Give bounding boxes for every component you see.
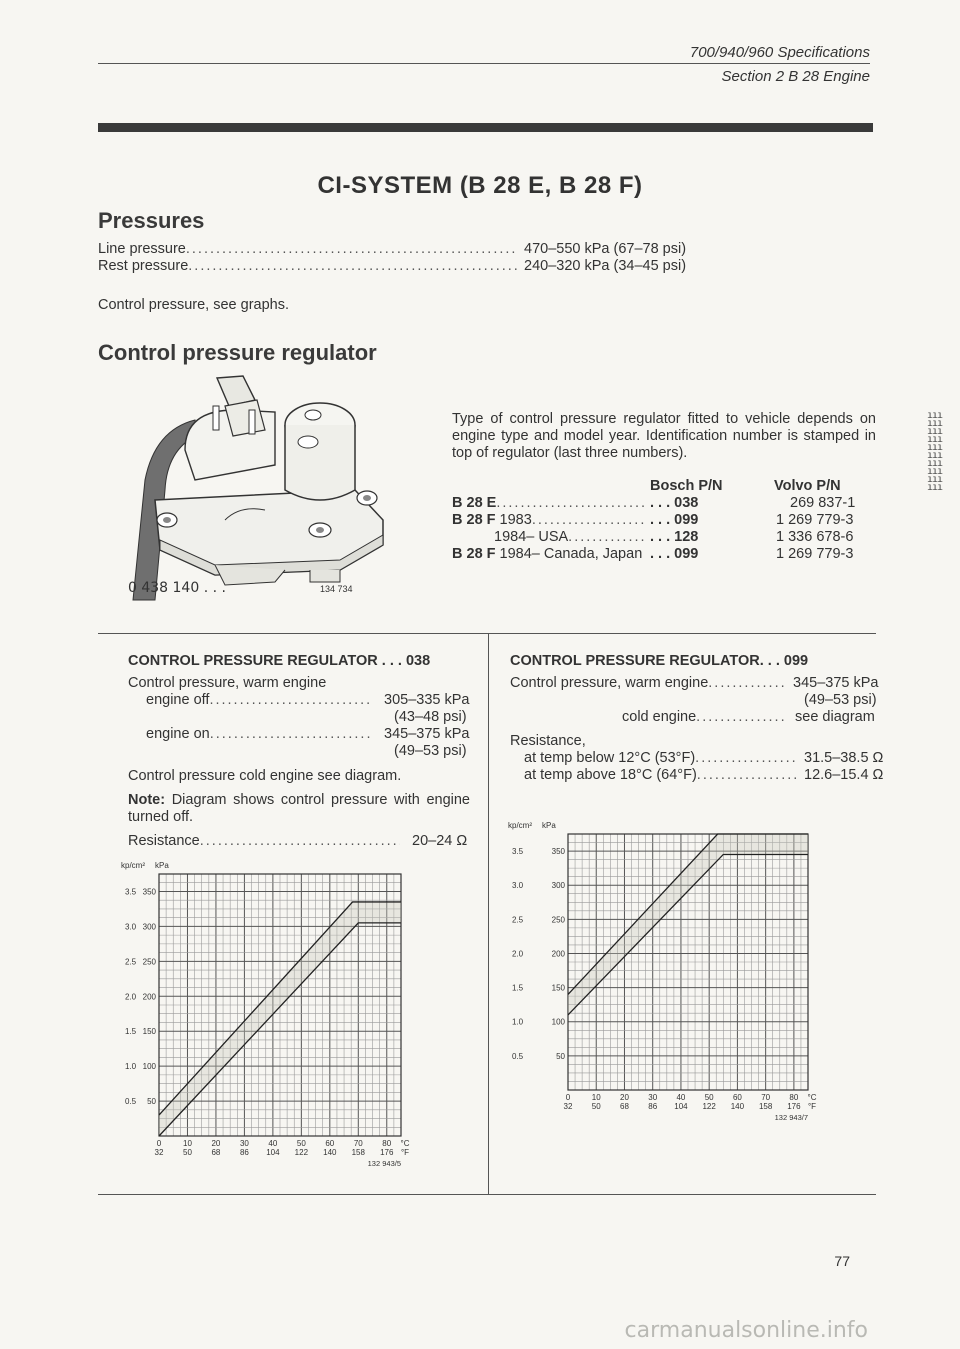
y-tick-label: 1.5 bbox=[125, 1027, 137, 1037]
table-bosch: . . . 099 bbox=[650, 546, 699, 562]
x-tick-label-f: 86 bbox=[239, 1148, 249, 1157]
watermark: carmanualsonline.info bbox=[624, 1318, 868, 1343]
right-heading: CONTROL PRESSURE REGULATOR. . . 099 bbox=[510, 653, 809, 669]
section-divider-top bbox=[98, 633, 876, 634]
header-section: Section 2 B 28 Engine bbox=[721, 68, 870, 85]
x-tick-label-f: °F bbox=[807, 1102, 817, 1111]
x-tick-label-f: 122 bbox=[702, 1102, 716, 1111]
resistance-below-value: 31.5–38.5 Ω bbox=[804, 750, 884, 766]
x-tick-label-f: 50 bbox=[591, 1102, 601, 1111]
table-engine: B 28 F bbox=[452, 512, 496, 528]
regulator-heading: Control pressure regulator bbox=[98, 340, 377, 365]
warm-value: 345–375 kPa bbox=[793, 675, 879, 691]
y-tick-label: 2.0 bbox=[125, 992, 137, 1002]
y-tick-label: 200 bbox=[551, 949, 565, 959]
x-tick-label-c: 0 bbox=[565, 1093, 571, 1102]
x-tick-label-f: 68 bbox=[211, 1148, 221, 1157]
x-tick-label-c: 20 bbox=[620, 1093, 629, 1102]
x-tick-label-f: 104 bbox=[674, 1102, 688, 1111]
header-rule bbox=[98, 63, 870, 64]
col-bosch-header: Bosch P/N bbox=[650, 478, 723, 494]
x-tick-label-f: °F bbox=[400, 1148, 410, 1157]
y-tick-label: 0.5 bbox=[125, 1097, 137, 1107]
table-detail: 1984– Canada, Japan bbox=[499, 546, 643, 562]
y-tick-label: 50 bbox=[556, 1051, 565, 1061]
y-tick-label: 2.0 bbox=[512, 949, 524, 959]
y-tick-label: 3.0 bbox=[512, 881, 524, 891]
line-pressure-label: Line pressure bbox=[98, 241, 186, 257]
engine-on-row bbox=[146, 726, 370, 742]
x-tick-label-f: 68 bbox=[620, 1102, 629, 1111]
x-tick-label-c: 10 bbox=[591, 1093, 601, 1102]
x-tick-label-f: 140 bbox=[323, 1148, 337, 1157]
x-tick-label-f: 176 bbox=[380, 1148, 394, 1157]
regulator-illustration bbox=[125, 370, 405, 610]
x-tick-label-f: 122 bbox=[294, 1148, 309, 1157]
x-tick-label-f: 158 bbox=[351, 1148, 365, 1157]
x-tick-label-f: 104 bbox=[266, 1148, 280, 1157]
x-tick-label-f: 32 bbox=[154, 1148, 164, 1157]
y-tick-label: 100 bbox=[551, 1017, 565, 1027]
section-divider-bottom bbox=[98, 1194, 876, 1195]
y-tick-label: 200 bbox=[142, 992, 156, 1002]
x-tick-label-c: 80 bbox=[382, 1139, 392, 1148]
y-axis-label-kp: kp/cm² bbox=[121, 861, 145, 870]
rest-pressure-row bbox=[98, 258, 518, 274]
y-tick-label: 50 bbox=[147, 1097, 156, 1107]
y-tick-label: 350 bbox=[142, 887, 156, 897]
y-tick-label: 250 bbox=[551, 915, 565, 925]
note-text: Diagram shows control pressure with engine turned off. bbox=[128, 792, 470, 825]
pressures-heading: Pressures bbox=[98, 208, 205, 233]
y-tick-label: 300 bbox=[551, 881, 565, 891]
regulator-description: Type of control pressure regulator fitted to vehicle depends on engine type and model year. Identification number is stamped in top of regulator (last three numbers). bbox=[452, 411, 876, 461]
table-engine: B 28 F bbox=[452, 546, 496, 562]
table-bosch: . . . 128 bbox=[650, 529, 699, 545]
resistance-label: Resistance bbox=[128, 833, 200, 849]
y-tick-label: 250 bbox=[142, 957, 156, 967]
line-pressure-value: 470–550 kPa (67–78 psi) bbox=[524, 241, 687, 257]
table-engine: B 28 E bbox=[452, 495, 497, 511]
x-tick-label-c: 50 bbox=[296, 1139, 306, 1148]
x-tick-label-c: 0 bbox=[156, 1139, 162, 1148]
table-bosch: . . . 038 bbox=[650, 495, 699, 511]
table-volvo: 269 837-1 bbox=[790, 495, 856, 511]
chart-ref: 132 943/7 bbox=[774, 1113, 808, 1122]
y-tick-label: 3.5 bbox=[512, 847, 524, 857]
x-tick-label-c: 40 bbox=[676, 1093, 686, 1102]
table-volvo: 1 269 779-3 bbox=[776, 546, 854, 562]
y-tick-label: 1.5 bbox=[512, 983, 524, 993]
table-row bbox=[494, 529, 645, 545]
resistance-row bbox=[128, 833, 400, 849]
control-pressure-note: Control pressure, see graphs. bbox=[98, 297, 290, 313]
resistance-heading: Resistance, bbox=[510, 733, 586, 749]
page-number: 77 bbox=[834, 1253, 850, 1269]
y-tick-label: 0.5 bbox=[512, 1051, 524, 1061]
x-tick-label-c: 80 bbox=[789, 1093, 799, 1102]
x-tick-label-f: 140 bbox=[730, 1102, 745, 1111]
x-tick-label-c: 10 bbox=[183, 1139, 192, 1148]
cold-value: see diagram bbox=[795, 709, 875, 725]
warm-row bbox=[510, 675, 786, 691]
y-tick-label: 150 bbox=[551, 983, 565, 993]
note-label: Note: bbox=[128, 792, 166, 808]
engine-off-row bbox=[146, 692, 370, 708]
table-row bbox=[452, 512, 645, 528]
table-detail: 1984– USA bbox=[494, 529, 569, 545]
x-tick-label-c: 30 bbox=[648, 1093, 658, 1102]
table-row bbox=[452, 495, 645, 511]
x-tick-label-c: 70 bbox=[353, 1139, 363, 1148]
regulator-image-ref: 134 734 bbox=[320, 584, 353, 594]
engine-on-psi: (49–53 psi) bbox=[394, 743, 467, 759]
rest-pressure-label: Rest pressure bbox=[98, 258, 189, 274]
resistance-above-row bbox=[524, 767, 796, 783]
resistance-below-row bbox=[524, 750, 796, 766]
col-volvo-header: Volvo P/N bbox=[774, 478, 841, 494]
x-tick-label-f: 158 bbox=[758, 1102, 773, 1111]
y-tick-label: 1.0 bbox=[512, 1017, 524, 1027]
regulator-caption: 0 438 140 . . . bbox=[128, 580, 226, 596]
x-tick-label-c: 20 bbox=[211, 1139, 221, 1148]
column-divider bbox=[488, 633, 489, 1195]
table-detail: 1983 bbox=[499, 512, 532, 528]
y-tick-label: 350 bbox=[551, 847, 565, 857]
y-tick-label: 150 bbox=[142, 1027, 156, 1037]
left-heading: CONTROL PRESSURE REGULATOR . . . 038 bbox=[128, 653, 431, 669]
y-tick-label: 100 bbox=[142, 1062, 156, 1072]
table-row bbox=[452, 546, 642, 562]
engine-off-psi: (43–48 psi) bbox=[394, 709, 467, 725]
y-tick-label: 2.5 bbox=[125, 957, 137, 967]
y-tick-label: 3.5 bbox=[125, 887, 137, 897]
resistance-below-label: at temp below 12°C (53°F) bbox=[524, 750, 696, 766]
rest-pressure-value: 240–320 kPa (34–45 psi) bbox=[524, 258, 687, 274]
y-tick-label: 1.0 bbox=[125, 1062, 137, 1072]
x-tick-label-c: 60 bbox=[325, 1139, 335, 1148]
cold-label: cold engine bbox=[622, 709, 697, 725]
diagram-note bbox=[128, 792, 470, 826]
engine-on-value: 345–375 kPa bbox=[384, 726, 470, 742]
y-axis-label-kp: kp/cm² bbox=[508, 821, 532, 830]
y-tick-label: 3.0 bbox=[125, 922, 137, 932]
resistance-value: 20–24 Ω bbox=[412, 833, 468, 849]
table-volvo: 1 336 678-6 bbox=[776, 529, 854, 545]
x-tick-label-f: 86 bbox=[648, 1102, 658, 1111]
x-tick-label-f: 32 bbox=[563, 1102, 573, 1111]
x-tick-label-c: 60 bbox=[732, 1093, 742, 1102]
margin-marks: ııı ııı ııı ııı ııı ııı ııı ııı ııı ııı bbox=[926, 410, 942, 493]
x-tick-label-c: 70 bbox=[761, 1093, 771, 1102]
x-tick-label-c: 50 bbox=[704, 1093, 714, 1102]
left-warm-label: Control pressure, warm engine bbox=[128, 675, 327, 691]
table-volvo: 1 269 779-3 bbox=[776, 512, 854, 528]
x-tick-label-c: 30 bbox=[239, 1139, 249, 1148]
y-tick-label: 2.5 bbox=[512, 915, 524, 925]
y-axis-label-kpa: kPa bbox=[542, 821, 556, 830]
table-bosch: . . . 099 bbox=[650, 512, 699, 528]
engine-off-label: engine off bbox=[146, 692, 210, 708]
line-pressure-row bbox=[98, 241, 518, 257]
x-tick-label-f: 50 bbox=[183, 1148, 192, 1157]
y-axis-label-kpa: kPa bbox=[155, 861, 169, 870]
cold-row bbox=[622, 709, 786, 725]
warm-psi: (49–53 psi) bbox=[804, 692, 877, 708]
chart-038 bbox=[115, 850, 425, 1190]
page-title: CI-SYSTEM (B 28 E, B 28 F) bbox=[317, 172, 643, 199]
x-tick-label-c: °C bbox=[807, 1093, 817, 1102]
engine-off-value: 305–335 kPa bbox=[384, 692, 470, 708]
x-tick-label-c: 40 bbox=[268, 1139, 278, 1148]
resistance-above-value: 12.6–15.4 Ω bbox=[804, 767, 884, 783]
y-tick-label: 300 bbox=[142, 922, 156, 932]
engine-on-label: engine on bbox=[146, 726, 210, 742]
cold-note: Control pressure cold engine see diagram. bbox=[128, 768, 402, 784]
chart-ref: 132 943/5 bbox=[367, 1159, 401, 1168]
warm-label: Control pressure, warm engine bbox=[510, 675, 709, 691]
x-tick-label-c: °C bbox=[400, 1139, 410, 1148]
resistance-above-label: at temp above 18°C (64°F) bbox=[524, 767, 697, 783]
chart-099 bbox=[498, 812, 838, 1137]
x-tick-label-f: 176 bbox=[787, 1102, 801, 1111]
header-title: 700/940/960 Specifications bbox=[689, 44, 870, 61]
header-band bbox=[98, 123, 873, 132]
